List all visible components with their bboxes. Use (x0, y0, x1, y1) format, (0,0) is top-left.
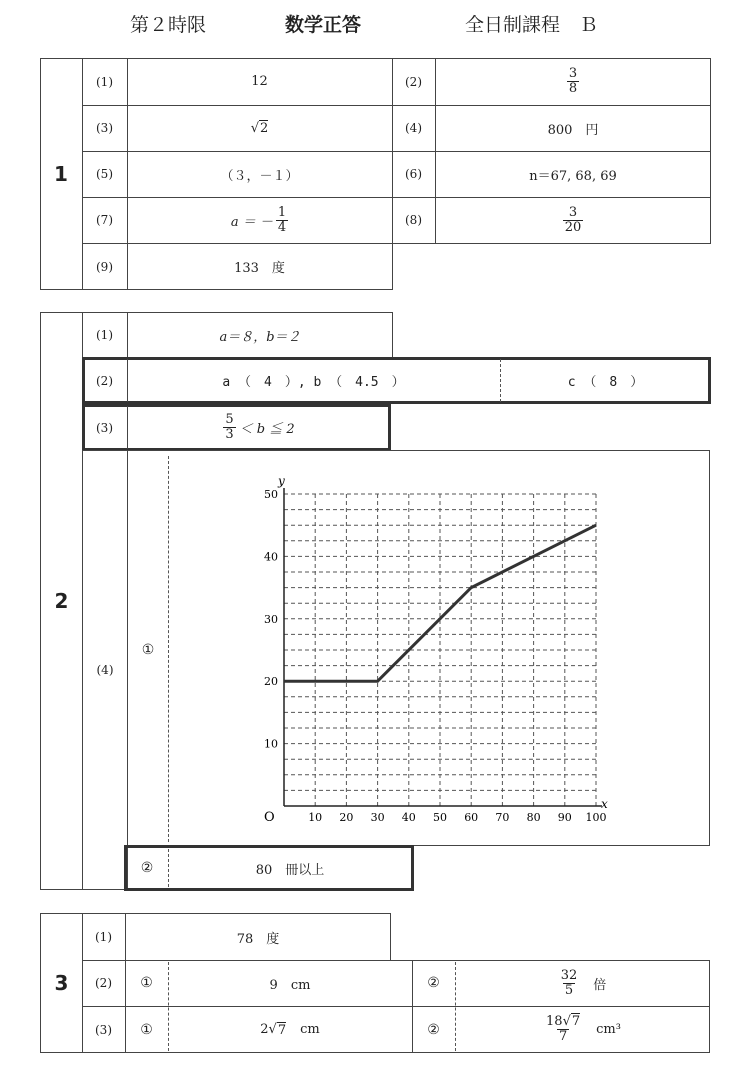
q1-8-answer (435, 197, 711, 243)
q3-3-sub2-answer (455, 1006, 710, 1053)
radicand: 2 (260, 121, 269, 136)
section-3-label: 3 (54, 971, 69, 995)
q1-3-number: (3) (96, 121, 113, 135)
x-tick-label: 100 (585, 811, 607, 824)
y-tick-label: 40 (264, 550, 278, 564)
q2-4-sub1-marker: ① (141, 642, 155, 658)
q2-2-answer-c: c （ 8 ） (567, 375, 644, 390)
y-axis-label: y (278, 474, 285, 488)
q3-1-answer: 78 度 (236, 931, 280, 947)
x-tick-label: 40 (401, 811, 416, 824)
q2-3-answer (127, 404, 391, 451)
q1-3-answer (127, 105, 392, 151)
q1-2-number: (2) (405, 74, 422, 89)
graph-chart (240, 470, 620, 830)
q1-1-answer: 12 (251, 74, 268, 89)
q1-7-number: (7) (96, 213, 113, 227)
q1-6-answer: n＝67, 68, 69 (529, 168, 617, 184)
course-label: 全日制課程 Ｂ (465, 14, 599, 36)
q2-4-sub2-marker: ② (140, 860, 154, 876)
inequality-suffix: ＜ b ≦ 2 (239, 422, 295, 437)
sqrt-icon: √ (562, 1014, 571, 1030)
x-tick-label: 50 (433, 811, 447, 824)
q2-1-answer: a＝８，b＝２ (219, 329, 301, 345)
coefficient: 2 (260, 1022, 269, 1037)
q2-2-number: (2) (96, 373, 113, 388)
coefficient: 18 (546, 1014, 563, 1030)
q2-4-sub2-answer: 80 冊以上 (255, 862, 325, 878)
q3-3-number: (3) (95, 1022, 112, 1037)
q1-2-answer (435, 58, 711, 105)
x-axis-label: x (601, 797, 608, 811)
section-1-label: 1 (54, 162, 68, 186)
y-tick-label: 20 (264, 675, 278, 689)
equation-prefix: a ＝ － (230, 214, 273, 230)
sqrt-icon: √ (268, 1022, 277, 1037)
q1-4-number: (4) (405, 121, 422, 135)
x-tick-label: 80 (526, 811, 541, 824)
chart-axes (284, 488, 602, 806)
y-tick-label: 50 (264, 488, 278, 501)
fraction: $\frac{3}{8}$ (568, 66, 578, 96)
x-tick-label: 90 (557, 811, 572, 824)
q1-9-answer: 133 度 (234, 261, 285, 276)
q1-1-number: (1) (96, 74, 113, 89)
y-tick-label: 10 (264, 737, 278, 751)
chart-grid (284, 494, 596, 806)
q3-2-sub1-marker: ① (140, 975, 153, 991)
radicand: 7 (571, 1014, 581, 1030)
q3-1-number: (1) (95, 930, 112, 944)
subject-title: 数学正答 (285, 14, 362, 36)
x-tick-label: 10 (308, 811, 323, 824)
x-tick-label: 60 (464, 811, 479, 824)
q2-2-answer-ab: a （ 4 ）, b （ 4.5 ） (222, 375, 405, 390)
unit-label: cm³ (596, 1022, 621, 1037)
q2-4-number: (4) (96, 663, 114, 677)
q1-5-number: (5) (96, 167, 113, 181)
q3-2-number: (2) (95, 976, 112, 990)
section-2-label: 2 (54, 589, 69, 613)
y-tick-label: 30 (264, 612, 278, 626)
fraction: $\frac{18√7}{7}$ (546, 1014, 581, 1044)
fraction: $\frac{1}{4}$ (277, 204, 287, 235)
q1-9-number: (9) (96, 259, 113, 274)
q1-6-number: (6) (405, 167, 422, 181)
q3-3-sub1-answer (168, 1006, 412, 1053)
q1-8-number: (8) (405, 213, 422, 227)
fraction: $\frac{32}{5}$ (560, 967, 578, 998)
x-tick-label: 70 (495, 811, 510, 824)
origin-label: O (264, 810, 275, 825)
unit-label: 倍 (593, 977, 607, 993)
period-label: 第２時限 (130, 14, 207, 36)
x-tick-label: 20 (339, 811, 354, 824)
q1-4-answer: 800 円 (547, 122, 599, 138)
q3-2-sub1-answer: 9 cm (269, 977, 311, 993)
q1-5-answer: （３，－１） (220, 168, 299, 184)
q3-2-sub2-marker: ② (427, 975, 440, 991)
fraction: $\frac{3}{20}$ (564, 204, 582, 235)
q3-3-sub2-marker: ② (427, 1021, 440, 1038)
sqrt-icon: √ (250, 120, 259, 136)
x-tick-label: 30 (370, 811, 385, 824)
q2-3-number: (3) (96, 420, 113, 435)
q1-7-answer (127, 197, 392, 243)
q3-2-sub2-answer (455, 960, 710, 1006)
radicand: 7 (277, 1022, 287, 1038)
fraction: $\frac{5}{3}$ (225, 412, 234, 442)
q2-1-number: (1) (96, 328, 113, 342)
q3-3-sub1-marker: ① (140, 1021, 153, 1038)
unit-label: cm (300, 1022, 320, 1037)
